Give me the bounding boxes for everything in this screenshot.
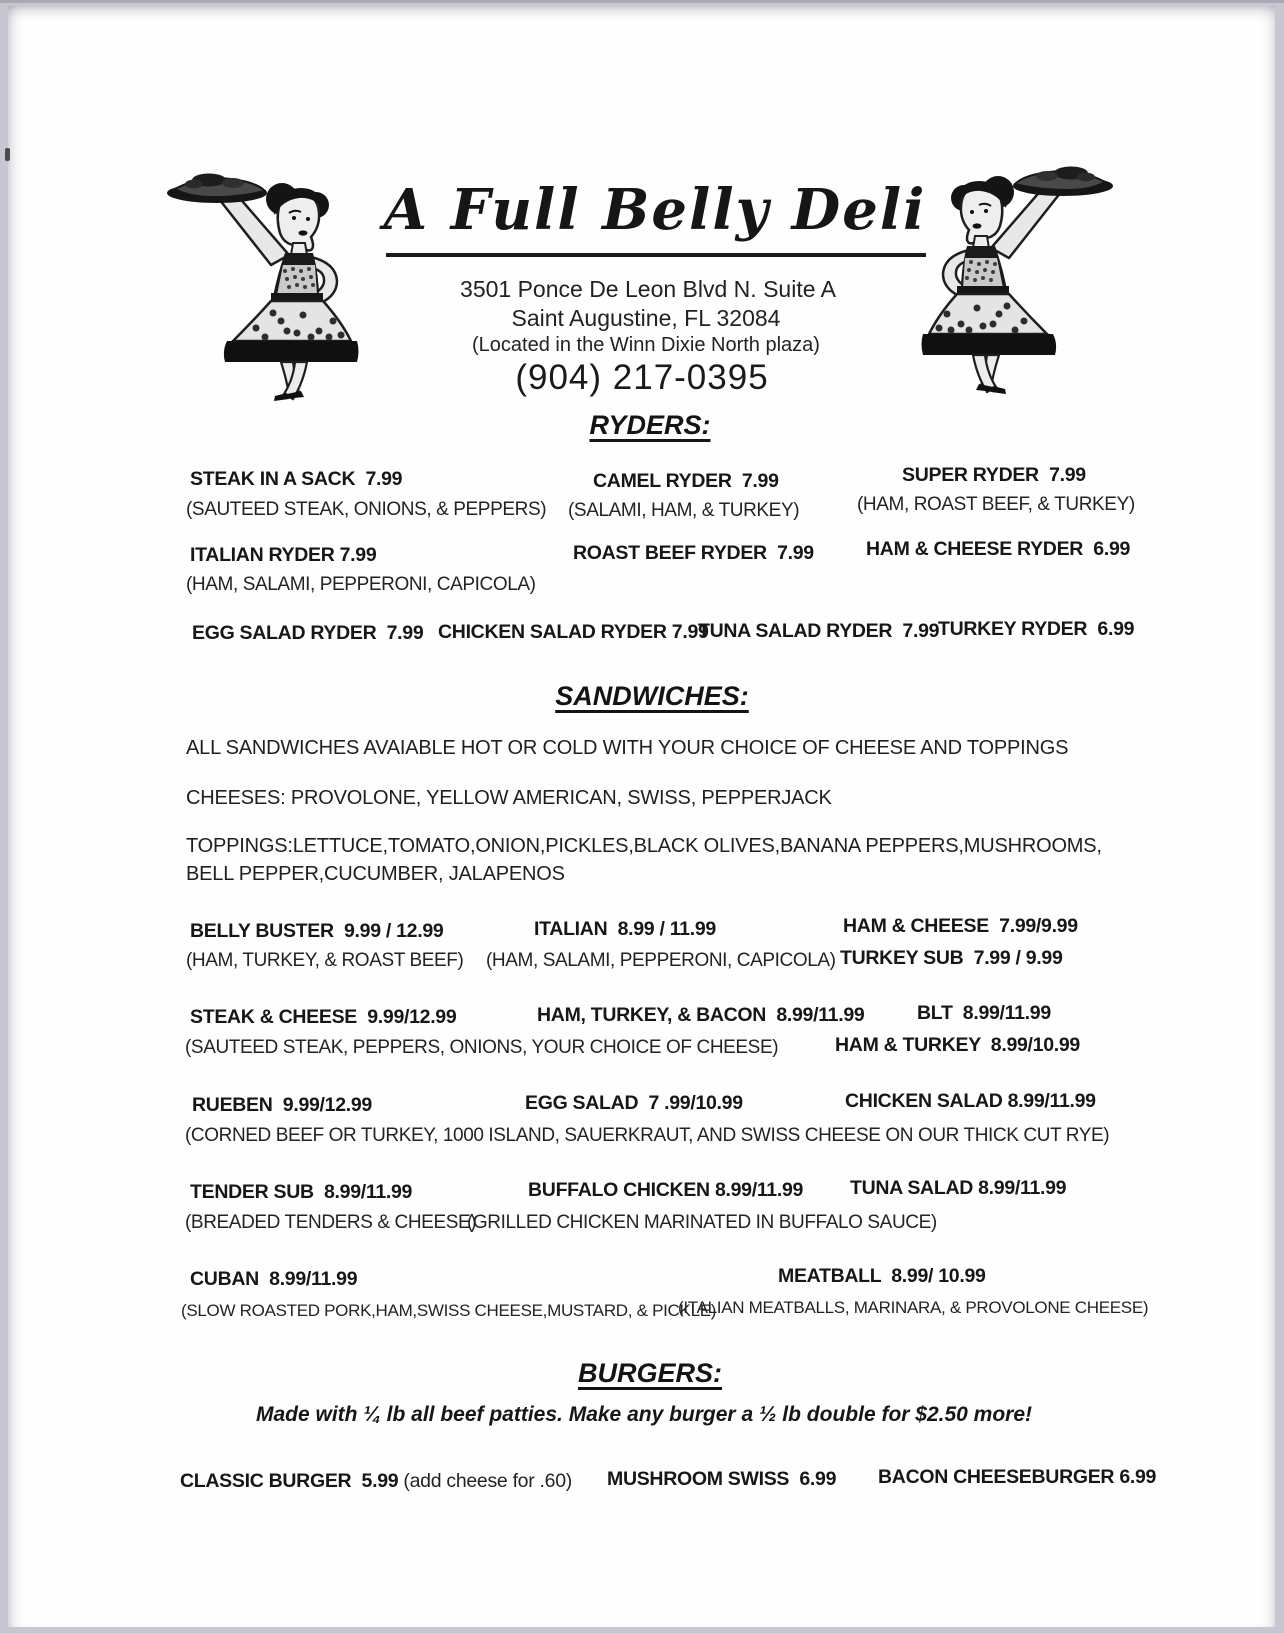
- menu-item-bacon-cheeseburger: BACON CHEESEBURGER 6.99: [878, 1466, 1157, 1488]
- menu-item-tuna-salad-ryder: TUNA SALAD RYDER 7.99: [698, 620, 940, 642]
- menu-item-ham-cheese-ryder: HAM & CHEESE RYDER 6.99: [866, 538, 1131, 560]
- burgers-heading: BURGERS:: [577, 1358, 723, 1388]
- sandwiches-toppings-note-line1: TOPPINGS:LETTUCE,TOMATO,ONION,PICKLES,BLACK OLIVES,BANANA PEPPERS,MUSHROOMS,: [186, 835, 1102, 857]
- menu-item-italian-sub-desc: (HAM, SALAMI, PEPPERONI, CAPICOLA): [486, 950, 836, 971]
- menu-item-camel-ryder: CAMEL RYDER 7.99: [593, 470, 779, 492]
- sandwiches-toppings-note-line2: BELL PEPPER,CUCUMBER, JALAPENOS: [186, 863, 565, 885]
- menu-item-ham-cheese-sub: HAM & CHEESE 7.99/9.99: [843, 915, 1078, 937]
- menu-item-ham-turkey-bacon: HAM, TURKEY, & BACON 8.99/11.99: [537, 1004, 865, 1026]
- menu-item-italian-ryder: ITALIAN RYDER 7.99: [190, 544, 377, 566]
- menu-item-super-ryder: SUPER RYDER 7.99: [902, 464, 1086, 486]
- menu-item-egg-salad-sub: EGG SALAD 7 .99/10.99: [525, 1092, 743, 1114]
- menu-item-mushroom-swiss: MUSHROOM SWISS 6.99: [607, 1468, 837, 1490]
- burgers-tagline: Made with ¼ lb all beef patties. Make any burger a ½ lb double for $2.50 more!: [255, 1403, 1033, 1426]
- classic-burger-name-price: CLASSIC BURGER 5.99: [180, 1470, 404, 1492]
- menu-item-belly-buster: BELLY BUSTER 9.99 / 12.99: [190, 920, 444, 942]
- menu-item-cuban: CUBAN 8.99/11.99: [190, 1268, 358, 1290]
- menu-item-meatball-desc: (ITALIAN MEATBALLS, MARINARA, & PROVOLONE CHEESE): [678, 1298, 1149, 1317]
- scan-frame-top-edge: [0, 0, 1284, 3]
- ryders-heading: RYDERS:: [589, 410, 711, 440]
- menu-item-chicken-salad-sub: CHICKEN SALAD 8.99/11.99: [845, 1090, 1096, 1112]
- classic-burger-cheese-note: (add cheese for .60): [403, 1470, 572, 1492]
- menu-item-tender-sub: TENDER SUB 8.99/11.99: [190, 1181, 413, 1203]
- menu-item-turkey-ryder: TURKEY RYDER 6.99: [938, 618, 1135, 640]
- menu-item-steak-in-a-sack-desc: (SAUTEED STEAK, ONIONS, & PEPPERS): [186, 499, 547, 520]
- menu-item-buffalo-chicken: BUFFALO CHICKEN 8.99/11.99: [528, 1179, 804, 1201]
- menu-item-tender-sub-desc: (BREADED TENDERS & CHEESE): [185, 1212, 477, 1233]
- menu-item-steak-cheese: STEAK & CHEESE 9.99/12.99: [190, 1006, 457, 1028]
- menu-item-steak-in-a-sack: STEAK IN A SACK 7.99: [190, 468, 403, 490]
- menu-item-classic-burger: [180, 1470, 572, 1492]
- menu-item-egg-salad-ryder: EGG SALAD RYDER 7.99: [192, 622, 424, 644]
- menu-item-italian-ryder-desc: (HAM, SALAMI, PEPPERONI, CAPICOLA): [186, 574, 536, 595]
- menu-item-chicken-salad-ryder: CHICKEN SALAD RYDER 7.99: [438, 621, 709, 643]
- menu-item-meatball: MEATBALL 8.99/ 10.99: [778, 1265, 986, 1287]
- waitress-mascot-icon-mirrored: [908, 156, 1120, 396]
- phone-number: (904) 217-0395: [515, 358, 769, 397]
- menu-item-buffalo-chicken-desc: (GRILLED CHICKEN MARINATED IN BUFFALO SAUCE): [467, 1212, 937, 1233]
- menu-item-blt: BLT 8.99/11.99: [917, 1002, 1051, 1024]
- menu-item-rueben: RUEBEN 9.99/12.99: [192, 1094, 372, 1116]
- sandwiches-availability-note: ALL SANDWICHES AVAIABLE HOT OR COLD WITH YOUR CHOICE OF CHEESE AND TOPPINGS: [186, 737, 1069, 759]
- scan-artifact-mark: [5, 148, 10, 161]
- menu-item-tuna-salad-sub: TUNA SALAD 8.99/11.99: [850, 1177, 1067, 1199]
- menu-item-camel-ryder-desc: (SALAMI, HAM, & TURKEY): [568, 500, 800, 521]
- menu-item-super-ryder-desc: (HAM, ROAST BEEF, & TURKEY): [857, 494, 1135, 515]
- sandwiches-heading: SANDWICHES:: [555, 681, 749, 711]
- sandwiches-cheeses-note: CHEESES: PROVOLONE, YELLOW AMERICAN, SWISS, PEPPERJACK: [186, 787, 832, 809]
- address-line2: Saint Augustine, FL 32084: [511, 305, 781, 331]
- title-underline: [386, 253, 926, 257]
- menu-item-steak-cheese-desc: (SAUTEED STEAK, PEPPERS, ONIONS, YOUR CHOICE OF CHEESE): [185, 1037, 779, 1058]
- address-line3: (Located in the Winn Dixie North plaza): [472, 334, 820, 356]
- menu-item-ham-turkey: HAM & TURKEY 8.99/10.99: [835, 1034, 1080, 1056]
- menu-item-cuban-desc: (SLOW ROASTED PORK,HAM,SWISS CHEESE,MUSTARD, & PICKLE): [181, 1301, 717, 1320]
- menu-item-rueben-desc: (CORNED BEEF OR TURKEY, 1000 ISLAND, SAUERKRAUT, AND SWISS CHEESE ON OUR THICK CUT RYE): [185, 1125, 1110, 1146]
- menu-item-roast-beef-ryder: ROAST BEEF RYDER 7.99: [573, 542, 814, 564]
- address-line1: 3501 Ponce De Leon Blvd N. Suite A: [460, 276, 836, 302]
- menu-item-italian-sub: ITALIAN 8.99 / 11.99: [534, 918, 716, 940]
- menu-item-belly-buster-desc: (HAM, TURKEY, & ROAST BEEF): [186, 950, 464, 971]
- deli-title: A Full Belly Deli: [383, 177, 927, 243]
- waitress-mascot-icon: [160, 163, 372, 403]
- menu-item-turkey-sub: TURKEY SUB 7.99 / 9.99: [840, 947, 1063, 969]
